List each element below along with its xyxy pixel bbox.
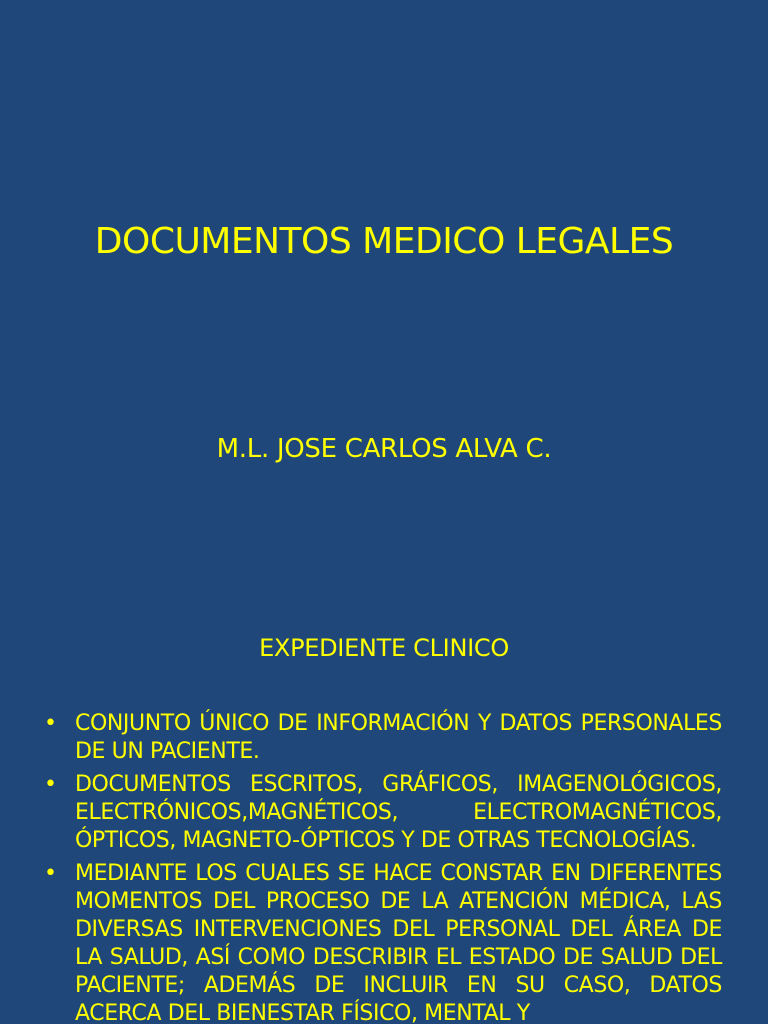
bullet-text: CONJUNTO ÚNICO DE INFORMACIÓN Y DATOS PERSONALES DE UN PACIENTE.	[75, 711, 722, 764]
bullet-icon: •	[44, 861, 57, 886]
bullet-item	[40, 860, 722, 1024]
bullet-item	[40, 710, 722, 766]
bullet-icon: •	[44, 772, 57, 797]
bullet-text: MEDIANTE LOS CUALES SE HACE CONSTAR EN DIFERENTES MOMENTOS DEL PROCESO DE LA ATENCIÓN MÉDICA, LAS DIVERSAS INTERVENCIONES DEL PERSONAL DEL ÁREA DE LA SALUD, ASÍ COMO DESCRIBIR EL ESTADO DE SALUD DEL PACIENTE; ADEMÁS DE INCLUIR EN SU CASO, DATOS ACERCA DEL BIENESTAR FÍSICO, MENTAL Y	[75, 861, 722, 1024]
bullet-item	[40, 771, 722, 855]
bullet-list	[40, 710, 722, 1024]
author-name: M.L. JOSE CARLOS ALVA C.	[216, 434, 552, 464]
section-heading: EXPEDIENTE CLINICO	[259, 634, 509, 662]
bullet-icon: •	[44, 711, 57, 736]
bullet-text: DOCUMENTOS ESCRITOS, GRÁFICOS, IMAGENOLÓGICOS, ELECTRÓNICOS,MAGNÉTICOS, ELECTROMAGNÉTICOS, ÓPTICOS, MAGNETO-ÓPTICOS Y DE OTRAS TECNOLOGÍAS.	[75, 772, 722, 853]
slide-title: DOCUMENTOS MEDICO LEGALES	[94, 221, 674, 262]
